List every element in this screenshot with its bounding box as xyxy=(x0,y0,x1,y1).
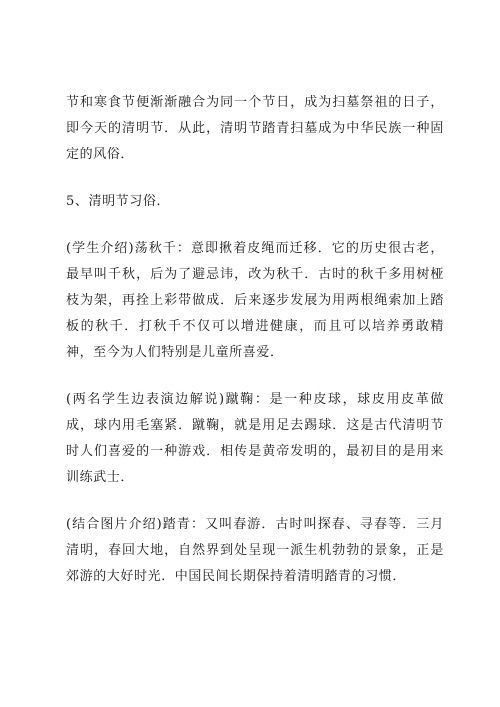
paragraph-swing: (学生介绍)荡秋千：意即揪着皮绳而迁移．它的历史很古老，最早叫千秋，后为了避忌讳，改为秋千．古时的秋千多用树桠枝为架，再拴上彩带做成．后来逐步发展为用两根绳索加上踏板的秋千．打秋千不仅可以增进健康，而且可以培养勇敢精神，至今为人们特别是儿童所喜爱． xyxy=(66,241,444,360)
paragraph-qingming-origin: 节和寒食节便渐渐融合为同一个节日，成为扫墓祭祖的日子，即今天的清明节．从此，清明节踏青扫墓成为中华民族一种固定的风俗． xyxy=(66,95,444,162)
paragraph-taqing: (结合图片介绍)踏青：又叫春游．古时叫探春、寻春等．三月清明，春回大地，自然界到处呈现一派生机勃勃的景象，正是郊游的大好时光．中国民间长期保持着清明踏青的习惯． xyxy=(66,517,444,584)
paragraph-spacer xyxy=(66,366,444,387)
section-heading-customs: 5、清明节习俗． xyxy=(66,194,171,209)
paragraph-spacer xyxy=(66,215,444,236)
document-body xyxy=(66,90,444,590)
paragraph-cuju: (两名学生边表演边解说)蹴鞠：是一种皮球，球皮用皮革做成，球内用毛塞紧．蹴鞠，就是用足去踢球．这是古代清明节时人们喜爱的一种游戏．相传是黄帝发明的，最初目的是用来训练武士． xyxy=(66,392,444,485)
paragraph-spacer xyxy=(66,168,444,189)
paragraph-spacer xyxy=(66,491,444,512)
